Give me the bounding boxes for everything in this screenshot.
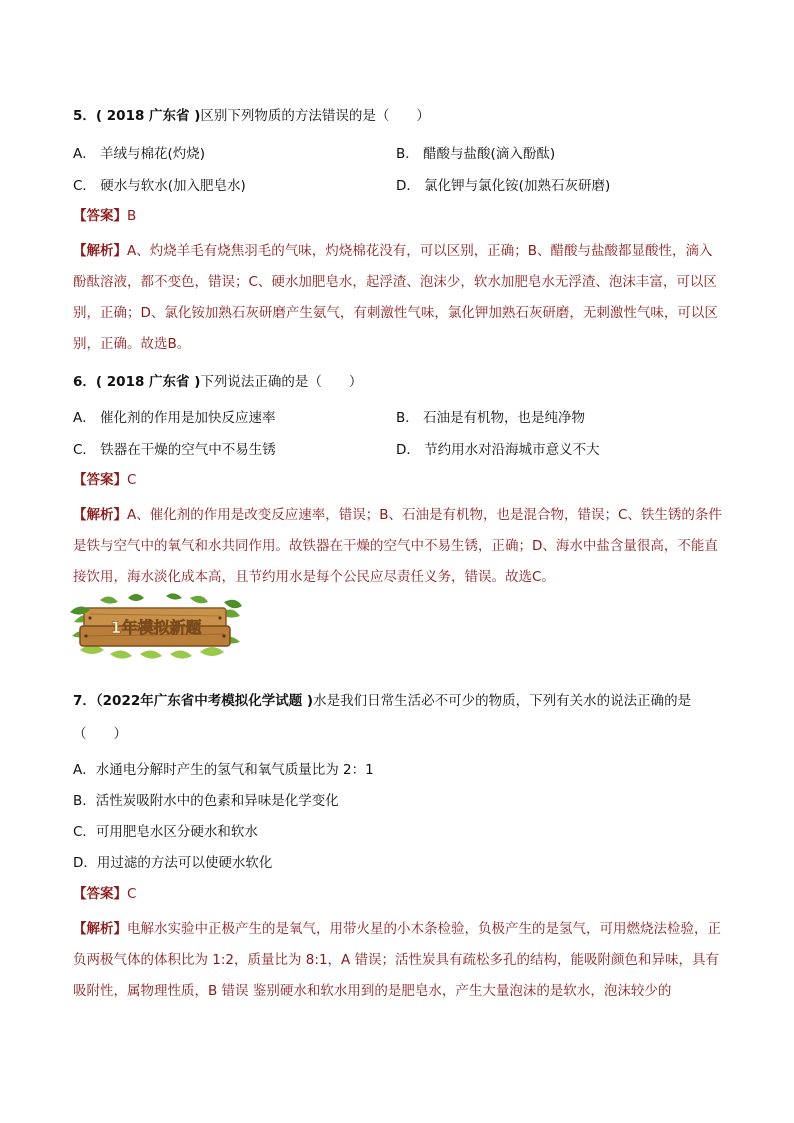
option-b: B． 石油是有机物，也是纯净物	[396, 410, 586, 426]
question-number: 5．	[73, 108, 96, 124]
option-c: C． 铁器在干燥的空气中不易生锈	[73, 442, 276, 458]
answer-label: 【答案】	[73, 208, 127, 224]
analysis-text: 电解水实验中正极产生的是氧气，用带火星的小木条检验，负极产生的是氢气，可用燃烧法检验，正负两极气体的体积比为 1:2，质量比为 8:1，A 错误；活性炭具有疏松多孔的结构，能吸附颜色和异味，具有吸附性，属物理性质，B 错误 鉴别硬水和软水用到的是肥皂水，产生大量泡沫的是软水，泡沫较少的	[73, 921, 721, 999]
question-number: 6．	[73, 374, 96, 390]
answer-line	[73, 884, 136, 904]
answer-value: B	[127, 208, 137, 224]
option-d: D． 氯化钾与氯化铵(加熟石灰研磨)	[396, 178, 611, 194]
option-a: A．水通电分解时产生的氢气和氧气质量比为 2：1	[73, 762, 374, 778]
question-5-stem	[73, 106, 430, 126]
answer-line	[73, 470, 136, 490]
option-c: C． 硬水与软水(加入肥皂水)	[73, 178, 246, 194]
analysis-text: A、灼烧羊毛有烧焦羽毛的气味，灼烧棉花没有，可以区别，正确；B、醋酸与盐酸都显酸性，滴入酚酞溶液，都不变色，错误；C、硬水加肥皂水，起浮渣、泡沫少，软水加肥皂水无浮渣、泡沫丰富，可以区别，正确；D、氯化铵加熟石灰研磨产生氨气，有刺激性气味，氯化钾加熟石灰研磨，无刺激性气味，可以区别，正确。故选B。	[73, 243, 718, 352]
answer-value: C	[127, 472, 137, 488]
question-source: ( 2018 广东省 )	[95, 108, 201, 124]
analysis-label: 【解析】	[73, 243, 127, 259]
option-c: C．可用肥皂水区分硬水和软水	[73, 824, 258, 840]
badge-text: 1年模拟新题	[110, 618, 202, 637]
question-text: 区别下列物质的方法错误的是（ ）	[200, 108, 430, 124]
answer-label: 【答案】	[73, 472, 127, 488]
option-b: B．活性炭吸附水中的色素和异味是化学变化	[73, 793, 339, 809]
answer-line	[73, 206, 136, 226]
question-source: ( 2018 广东省 )	[95, 374, 201, 390]
analysis-text: A、催化剂的作用是改变反应速率，错误；B、石油是有机物，也是混合物，错误；C、铁生锈的条件是铁与空气中的氧气和水共同作用。故铁器在干燥的空气中不易生锈，正确；D、海水中盐含量很高，不能直接饮用，海水淡化成本高，且节约用水是每个公民应尽责任义务，错误。故选C。	[73, 507, 722, 585]
question-blank: （ ）	[73, 726, 127, 742]
analysis-block	[73, 236, 723, 360]
option-a: A． 催化剂的作用是加快反应速率	[73, 410, 276, 426]
question-number: 7．	[73, 693, 96, 709]
option-a: A． 羊绒与棉花(灼烧)	[73, 146, 206, 162]
analysis-label: 【解析】	[73, 921, 127, 937]
question-source: （2022年广东省中考模拟化学试题 )	[95, 693, 314, 709]
answer-label: 【答案】	[73, 886, 127, 902]
option-d: D． 节约用水对沿海城市意义不大	[396, 442, 600, 458]
analysis-block	[73, 500, 723, 593]
section-badge	[70, 592, 242, 664]
analysis-label: 【解析】	[73, 507, 127, 523]
question-7-stem	[73, 691, 691, 711]
option-b: B． 醋酸与盐酸(滴入酚酞)	[396, 146, 556, 162]
analysis-block	[73, 914, 723, 1007]
answer-value: C	[127, 886, 137, 902]
question-text: 水是我们日常生活必不可少的物质，下列有关水的说法正确的是	[313, 693, 692, 709]
question-text: 下列说法正确的是（ ）	[200, 374, 363, 390]
wooden-sign-icon	[70, 592, 242, 664]
option-d: D．用过滤的方法可以使硬水软化	[73, 855, 273, 871]
question-6-stem	[73, 372, 362, 392]
